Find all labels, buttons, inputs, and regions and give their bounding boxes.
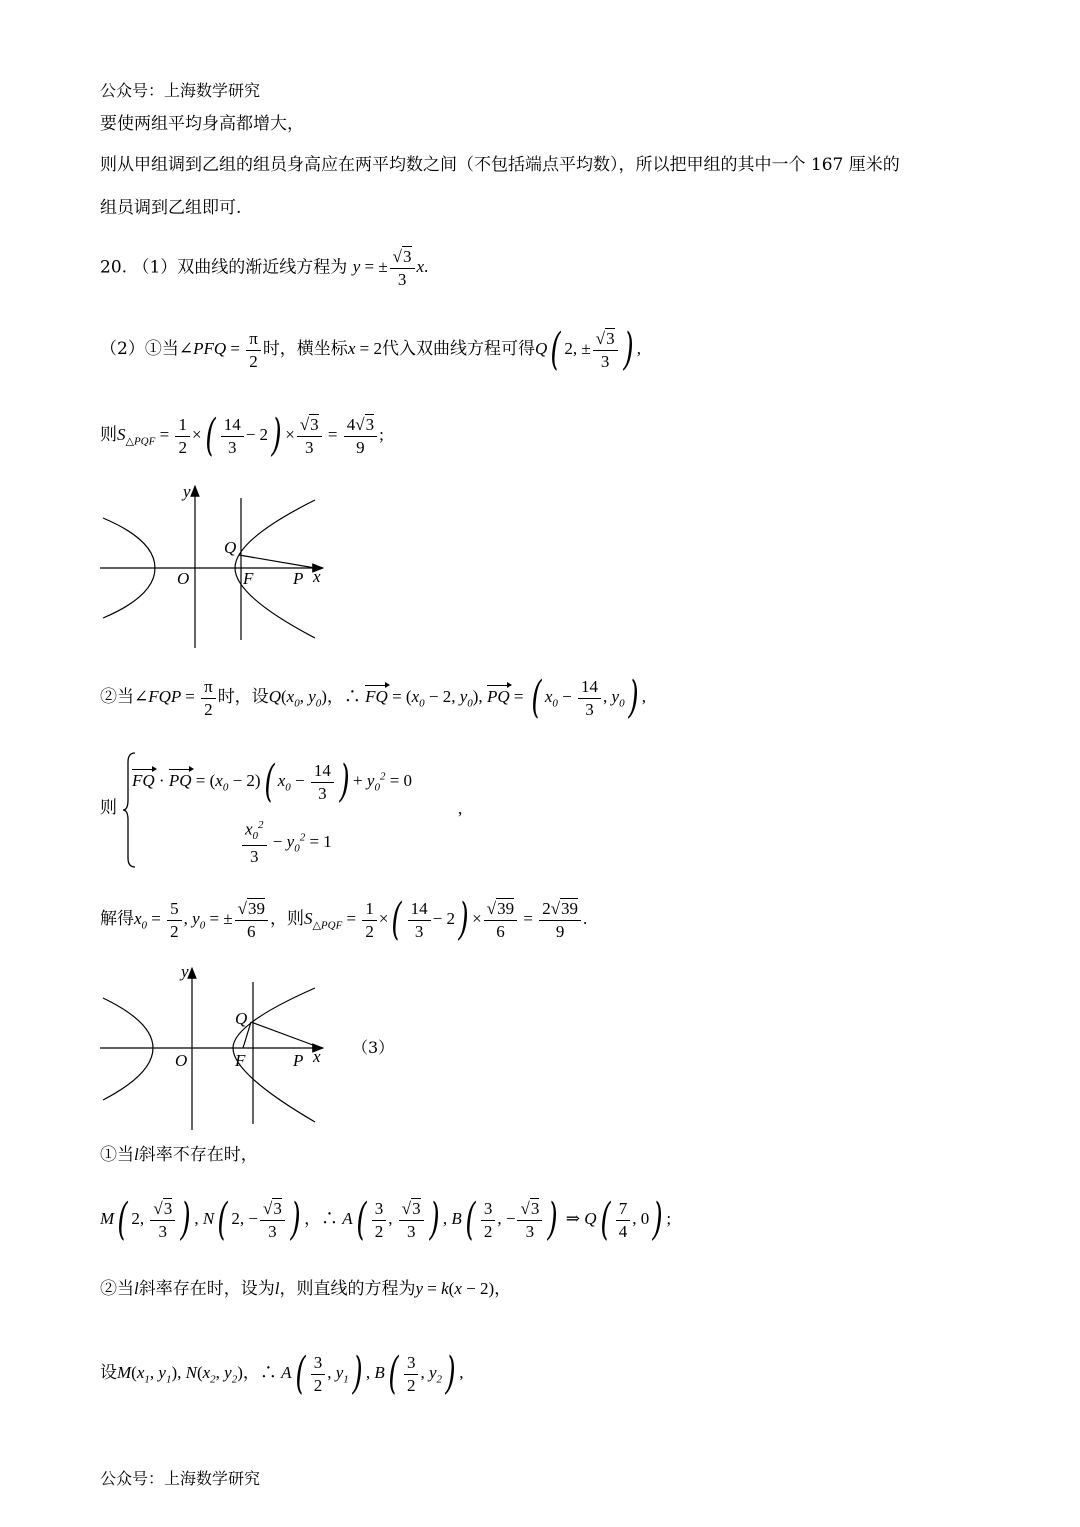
points-mn-line: M( 2, $\frac{√3}{3}$ ) , N( 2, − $\frac{√3}{3}$ ) ，∴ A( $\frac{3}{2}$ , $\frac{√3}{3}$ ) , B( $\frac{3}{2}$ , − $\frac{√3}{3}$ ) ⇒ Q( $\frac{7}{4}$ , 0) ; bbox=[100, 1194, 672, 1245]
solve-mid: ，则 bbox=[269, 908, 304, 929]
area1-formula: $S_{\triangle PQF}$ = $\frac{1}{2}$ ×( $\frac{14}{3}$ − 2) × $\frac{√3}{3}$ = $\frac{4√3}{9}$ ; bbox=[117, 410, 384, 461]
label-p: P bbox=[293, 569, 304, 588]
label-y: y bbox=[183, 482, 191, 501]
area1-prefix: 则 bbox=[100, 424, 117, 445]
solve-line bbox=[100, 894, 588, 945]
area-line-1 bbox=[100, 410, 384, 461]
line-l-3: l bbox=[274, 1279, 280, 1298]
case1-mid: 时，横坐标 bbox=[262, 338, 348, 359]
case1-mid2: 代入双曲线方程可得 bbox=[381, 338, 535, 359]
line-l-1: l bbox=[134, 1145, 139, 1164]
q20-part1 bbox=[100, 248, 428, 289]
label-x-2: x bbox=[313, 1047, 321, 1066]
page-footer: 公众号：上海数学研究 bbox=[100, 1469, 261, 1488]
case2-prefix: ②当 bbox=[100, 686, 134, 707]
system-prefix: 则 bbox=[100, 798, 117, 818]
q20-part1-text: （1）双曲线的渐近线方程为 bbox=[132, 257, 348, 278]
x-eq-2: x = 2 bbox=[347, 338, 382, 358]
slope-none-rest: 斜率不存在时， bbox=[138, 1145, 258, 1165]
system-eq-2: $\frac{x_0^2}{3}$ − $y_0^2 = 1$ bbox=[240, 820, 332, 865]
line-equation: y = k(x − 2)， bbox=[415, 1279, 512, 1298]
label-x: x bbox=[313, 567, 321, 586]
segment-qp bbox=[239, 555, 321, 569]
system-eq-1: FQ · PQ = $(x_0 - 2)$( $x_0$ − $\frac{14}{3}$ ) + $y_0^2 = 0$ bbox=[132, 756, 413, 807]
paragraph-2: 则从甲组调到乙组的组员身高应在两平均数之间（不包括端点平均数），所以把甲组的其中一个 167 厘米的 bbox=[100, 155, 900, 175]
left-branch-2 bbox=[103, 998, 153, 1100]
paragraph-3: 组员调到乙组即可. bbox=[100, 198, 242, 218]
slope-exist-prefix: ②当 bbox=[100, 1279, 134, 1299]
hyperbola-graph-1 bbox=[95, 480, 335, 650]
set-points: $M(x_1$, $y_1$), $N(x_2$, $y_2$)，∴ A( $\frac{3}{2}$ , $y_1$) , B( $\frac{3}{2}$ , $y_2$) , bbox=[117, 1348, 464, 1399]
label-f: F bbox=[243, 569, 254, 588]
set-points-line bbox=[100, 1348, 464, 1399]
case1-prefix: （2）①当 bbox=[100, 338, 179, 359]
case2-mid: 时，设 bbox=[217, 686, 269, 707]
paragraph-1: 要使两组平均身高都增大， bbox=[100, 114, 304, 134]
slope-exist-mid2: ，则直线的方程为 bbox=[279, 1279, 416, 1299]
label-o-2: O bbox=[175, 1051, 188, 1070]
vectors-def: $Q(x_0$, $y_0$)，∴ FQ = ($x_0 - 2$, $y_0$), PQ = ( $x_0$ − $\frac{14}{3}$ , $y_0$) , bbox=[268, 672, 646, 723]
solve-prefix: 解得 bbox=[100, 908, 134, 929]
set-prefix: 设 bbox=[100, 1362, 117, 1383]
segment-qp-2 bbox=[251, 1022, 321, 1048]
q20-number: 20. bbox=[100, 257, 128, 278]
system-comma: , bbox=[458, 799, 463, 818]
slope-none-line bbox=[100, 1146, 258, 1164]
slope-exist-line bbox=[100, 1280, 511, 1298]
angle-fqp: ∠FQP = $\frac{\pi}{2}$ bbox=[134, 687, 218, 706]
area2-formula: $S_{\triangle PQF}$ = $\frac{1}{2}$ ×( $\frac{14}{3}$ − 2) × $\frac{√39}{6}$ = $\frac{2√39}{9}$ . bbox=[303, 894, 588, 945]
solve-values: $x_0$ = $\frac{5}{2}$ , $y_0$ = ± $\frac{√39}{6}$ bbox=[134, 909, 270, 928]
q20-part2-case2 bbox=[100, 672, 646, 723]
page-header: 公众号：上海数学研究 bbox=[100, 81, 261, 100]
label-f-2: F bbox=[235, 1051, 246, 1070]
part3-label: （3） bbox=[352, 1038, 395, 1057]
slope-exist-mid: 斜率存在时，设为 bbox=[138, 1279, 275, 1299]
point-q1: Q( 2, ± $\frac{√3}{3}$ ) , bbox=[534, 324, 642, 375]
label-p-2: P bbox=[293, 1051, 304, 1070]
label-o: O bbox=[177, 569, 190, 588]
hyperbola-graph-2 bbox=[95, 962, 335, 1132]
label-q-2: Q bbox=[235, 1009, 248, 1028]
angle-pfq: ∠PFQ = $\frac{\pi}{2}$ bbox=[179, 339, 263, 358]
label-y-2: y bbox=[181, 962, 189, 981]
slope-none-prefix: ①当 bbox=[100, 1145, 134, 1165]
asymptote-eq: y = ± $\frac{√3}{3}$ x. bbox=[352, 247, 429, 289]
line-l-2: l bbox=[134, 1279, 139, 1298]
label-q: Q bbox=[224, 538, 237, 557]
q20-part2-case1 bbox=[100, 324, 642, 375]
